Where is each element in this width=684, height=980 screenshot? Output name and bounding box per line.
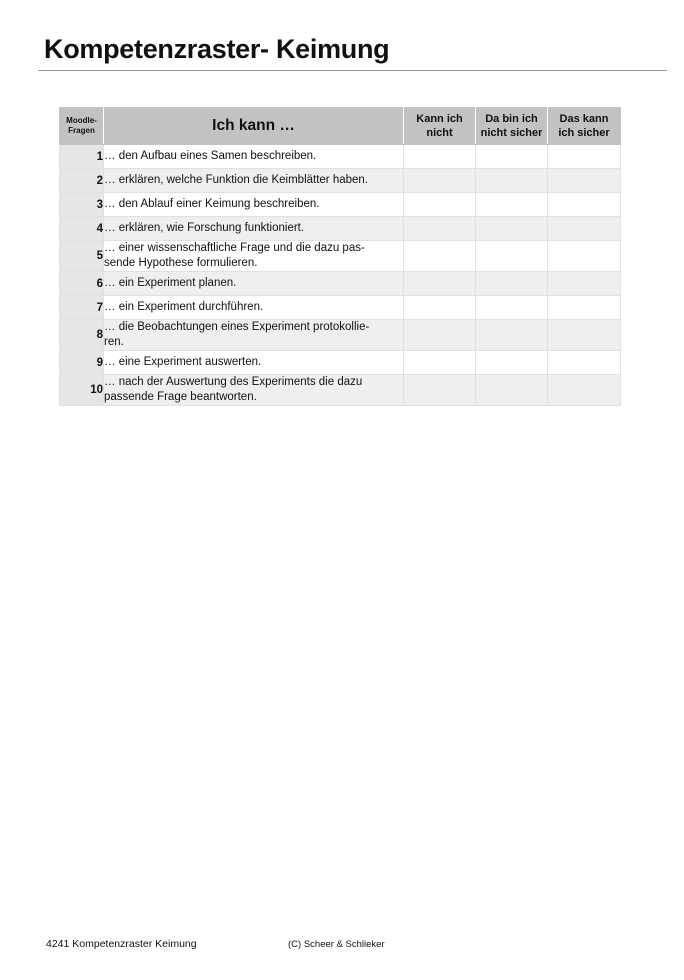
table-row xyxy=(60,169,621,193)
rating-header-unsure-label: Da bin ich nicht sicher xyxy=(480,113,543,139)
row-competence-text: … den Ablauf einer Keimung beschreiben. xyxy=(104,193,404,217)
title-divider xyxy=(38,70,667,71)
row-number: 9 xyxy=(60,351,104,375)
i-can-header xyxy=(104,108,404,145)
rating-cell-unsure[interactable] xyxy=(476,375,548,406)
rating-cell-sure[interactable] xyxy=(548,145,621,169)
row-competence-text: … den Aufbau eines Samen beschreiben. xyxy=(104,145,404,169)
row-competence-text: … die Beobachtungen eines Experiment protokollie- ren. xyxy=(104,320,404,351)
rating-cell-unsure[interactable] xyxy=(476,145,548,169)
table-row xyxy=(60,320,621,351)
table-row xyxy=(60,351,621,375)
rating-cell-unsure[interactable] xyxy=(476,296,548,320)
row-number: 6 xyxy=(60,272,104,296)
table-body xyxy=(60,145,621,406)
rating-header-sure-label: Das kann ich sicher xyxy=(558,113,610,139)
row-number: 8 xyxy=(60,320,104,351)
table-row xyxy=(60,217,621,241)
rating-cell-sure[interactable] xyxy=(548,193,621,217)
rating-cell-unsure[interactable] xyxy=(476,169,548,193)
rating-cell-sure[interactable] xyxy=(548,217,621,241)
rating-cell-unsure[interactable] xyxy=(476,241,548,272)
row-number: 3 xyxy=(60,193,104,217)
row-number: 2 xyxy=(60,169,104,193)
competence-table xyxy=(59,107,621,406)
rating-cell-sure[interactable] xyxy=(548,320,621,351)
row-competence-text: … eine Experiment auswerten. xyxy=(104,351,404,375)
rating-cell-unsure[interactable] xyxy=(476,217,548,241)
rating-cell-sure[interactable] xyxy=(548,351,621,375)
row-competence-text: … erklären, welche Funktion die Keimblätter haben. xyxy=(104,169,404,193)
rating-header-unsure xyxy=(476,108,548,145)
rating-cell-sure[interactable] xyxy=(548,169,621,193)
rating-cell-unsure[interactable] xyxy=(476,193,548,217)
rating-cell-cannot[interactable] xyxy=(404,375,476,406)
rating-cell-cannot[interactable] xyxy=(404,351,476,375)
footer-copyright: (C) Scheer & Schlieker xyxy=(288,939,385,950)
rating-cell-cannot[interactable] xyxy=(404,272,476,296)
table-row xyxy=(60,296,621,320)
rating-cell-cannot[interactable] xyxy=(404,193,476,217)
rating-header-cannot-label: Kann ich nicht xyxy=(416,113,463,139)
row-number: 4 xyxy=(60,217,104,241)
table-row xyxy=(60,145,621,169)
table-header-row xyxy=(60,108,621,145)
moodle-questions-header xyxy=(60,108,104,145)
rating-cell-sure[interactable] xyxy=(548,241,621,272)
rating-cell-sure[interactable] xyxy=(548,296,621,320)
table-row xyxy=(60,272,621,296)
footer-document-id: 4241 Kompetenzraster Keimung xyxy=(46,938,197,950)
table-row xyxy=(60,241,621,272)
rating-cell-unsure[interactable] xyxy=(476,351,548,375)
rating-cell-unsure[interactable] xyxy=(476,272,548,296)
row-number: 10 xyxy=(60,375,104,406)
row-competence-text: … erklären, wie Forschung funktioniert. xyxy=(104,217,404,241)
rating-cell-sure[interactable] xyxy=(548,272,621,296)
table-row xyxy=(60,193,621,217)
i-can-header-label: Ich kann … xyxy=(212,117,295,134)
rating-cell-cannot[interactable] xyxy=(404,169,476,193)
rating-cell-cannot[interactable] xyxy=(404,217,476,241)
rating-cell-cannot[interactable] xyxy=(404,145,476,169)
row-competence-text: … nach der Auswertung des Experiments die dazu passende Frage beantworten. xyxy=(104,375,404,406)
moodle-header-label: Moodle- Fragen xyxy=(66,116,97,135)
page-title: Kompetenzraster- Keimung xyxy=(44,34,390,64)
row-number: 1 xyxy=(60,145,104,169)
rating-cell-sure[interactable] xyxy=(548,375,621,406)
row-competence-text: … einer wissenschaftliche Frage und die dazu pas- sende Hypothese formulieren. xyxy=(104,241,404,272)
row-competence-text: … ein Experiment durchführen. xyxy=(104,296,404,320)
rating-cell-cannot[interactable] xyxy=(404,241,476,272)
row-number: 7 xyxy=(60,296,104,320)
row-competence-text: … ein Experiment planen. xyxy=(104,272,404,296)
row-number: 5 xyxy=(60,241,104,272)
rating-cell-unsure[interactable] xyxy=(476,320,548,351)
table-row xyxy=(60,375,621,406)
rating-header-sure xyxy=(548,108,621,145)
rating-cell-cannot[interactable] xyxy=(404,296,476,320)
rating-cell-cannot[interactable] xyxy=(404,320,476,351)
rating-header-cannot xyxy=(404,108,476,145)
